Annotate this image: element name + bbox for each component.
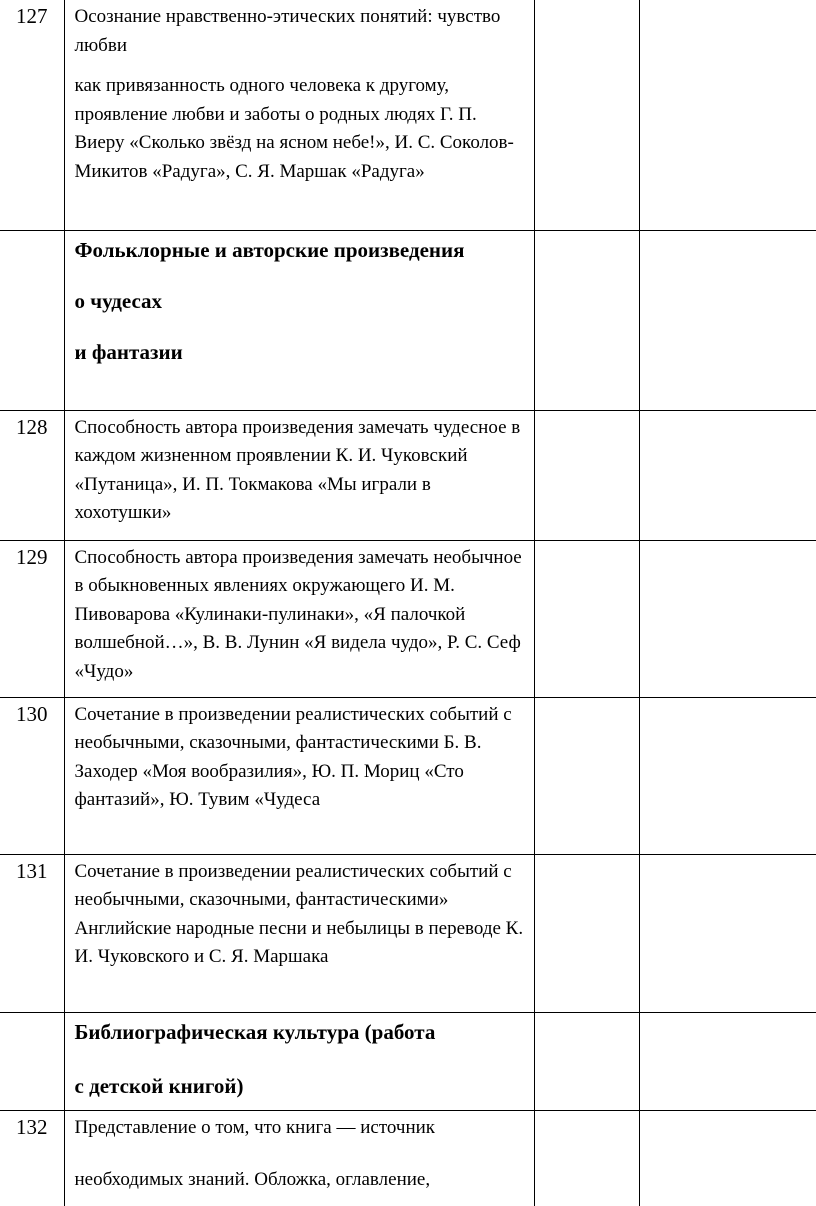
empty-cell — [639, 1110, 816, 1206]
section-heading-line: Библиографическая культура (работа — [74, 1019, 436, 1044]
empty-cell — [534, 854, 639, 1012]
empty-cell — [534, 1110, 639, 1206]
topic-line: Представление о том, что книга — источник — [74, 1116, 436, 1138]
empty-cell — [639, 410, 816, 540]
empty-cell — [639, 0, 816, 230]
row-number: 131 — [0, 854, 64, 1012]
row-number: 127 — [0, 0, 64, 230]
table-row — [0, 410, 816, 540]
empty-cell — [639, 697, 816, 854]
section-row — [0, 230, 816, 410]
empty-cell — [534, 0, 639, 230]
section-heading-line: и фантазии — [74, 339, 183, 364]
empty-cell — [534, 410, 639, 540]
topic-line: Сочетание в произведении реалистических событий с необычными, сказочными, фантастическими» Английские народные песни и небылицы в переводе К. И. Чуковского и С. Я. Маршака — [74, 860, 524, 967]
table-row — [0, 540, 816, 697]
empty-cell — [534, 230, 639, 410]
section-heading — [64, 1012, 534, 1110]
empty-cell — [639, 230, 816, 410]
topic-line: Способность автора произведения замечать чудесное в каждом жизненном проявлении К. И. Чуковский «Путаница», И. П. Токмакова «Мы играли в хохотушки» — [74, 416, 521, 523]
row-number — [0, 230, 64, 410]
empty-cell — [639, 854, 816, 1012]
row-number: 128 — [0, 410, 64, 540]
row-topic — [64, 540, 534, 697]
topic-line: Сочетание в произведении реалистических событий с необычными, сказочными, фантастическими Б. В. Заходер «Моя вообразилия», Ю. П. Мориц «Сто фантазий», Ю. Тувим «Чудеса — [74, 703, 512, 810]
table-row — [0, 1110, 816, 1206]
topic-line: как привязанность одного человека к другому, проявление любви и заботы о родных людях Г. П. Виеру «Сколько звёзд на ясном небе!», И. С. Соколов-Микитов «Радуга», С. Я. Маршак «Радуга» — [74, 75, 514, 182]
row-number: 132 — [0, 1110, 64, 1206]
empty-cell — [639, 1012, 816, 1110]
section-heading — [64, 230, 534, 410]
row-number: 130 — [0, 697, 64, 854]
row-number — [0, 1012, 64, 1110]
section-heading-line: с детской книгой) — [74, 1073, 244, 1098]
table-row — [0, 854, 816, 1012]
topic-line: необходимых знаний. Обложка, оглавление, — [74, 1169, 431, 1190]
topic-line: Способность автора произведения замечать необычное в обыкновенных явлениях окружающего И. М. Пивоварова «Кулинаки-пулинаки», «Я палочкой волшебной…», В. В. Лунин «Я видела чудо», Р. С. Сеф «Чудо» — [74, 546, 522, 682]
row-number: 129 — [0, 540, 64, 697]
empty-cell — [534, 697, 639, 854]
section-heading-line: Фольклорные и авторские произведения — [74, 237, 465, 262]
row-topic — [64, 410, 534, 540]
row-topic — [64, 1110, 534, 1206]
empty-cell — [639, 540, 816, 697]
section-heading-line: о чудесах — [74, 288, 163, 313]
empty-cell — [534, 1012, 639, 1110]
empty-cell — [534, 540, 639, 697]
row-topic — [64, 0, 534, 230]
row-topic — [64, 697, 534, 854]
topic-line: Осознание нравственно-этических понятий: чувство любви — [74, 6, 501, 56]
table-row — [0, 697, 816, 854]
row-topic — [64, 854, 534, 1012]
table-row — [0, 0, 816, 230]
section-row — [0, 1012, 816, 1110]
